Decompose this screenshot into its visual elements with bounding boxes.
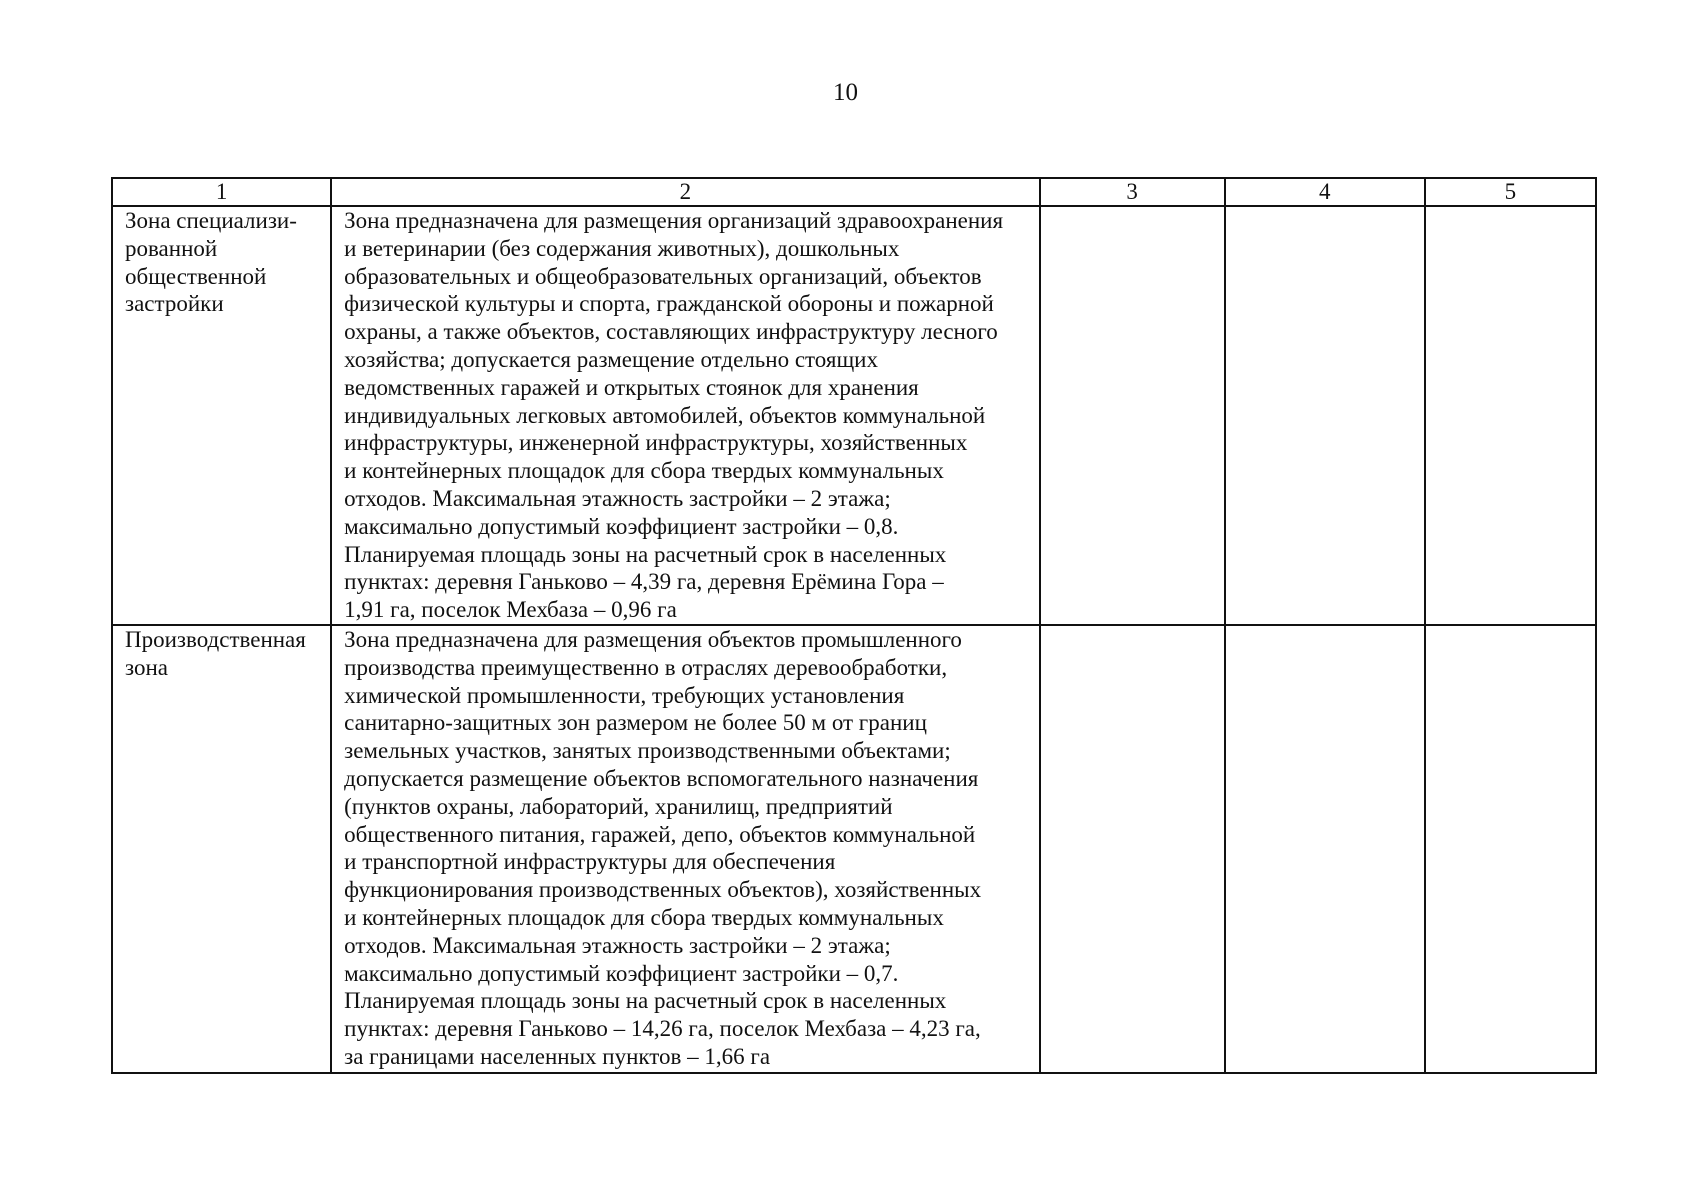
column-header-2: 2: [331, 178, 1039, 206]
column-4-cell: [1225, 625, 1425, 1073]
column-3-cell: [1040, 206, 1225, 625]
column-header-3: 3: [1040, 178, 1225, 206]
column-5-cell: [1425, 625, 1596, 1073]
table-header-row: [112, 178, 1596, 206]
zones-table: [111, 177, 1597, 1074]
zone-description-cell: Зона предназначена для размещения организаций здравоохранения и ветеринарии (без содержания животных), дошкольных образовательных и общеобразовательных организаций, объектов физической культуры и спорта, гражданской обороны и пожарной охраны, а также объектов, составляющих инфраструктуру лесного хозяйства; допускается размещение отдельно стоящих ведомственных гаражей и открытых стоянок для хранения индивидуальных легковых автомобилей, объектов коммунальной инфраструктуры, инженерной инфраструктуры, хозяйственных и контейнерных площадок для сбора твердых коммунальных отходов. Максимальная этажность застройки – 2 этажа; максимально допустимый коэффициент застройки – 0,8. Планируемая площадь зоны на расчетный срок в населенных пунктах: деревня Ганьково – 4,39 га, деревня Ерёмина Гора – 1,91 га, поселок Мехбаза – 0,96 га: [331, 206, 1039, 625]
column-header-5: 5: [1425, 178, 1596, 206]
column-4-cell: [1225, 206, 1425, 625]
zone-name-cell: Производственная зона: [112, 625, 331, 1073]
column-3-cell: [1040, 625, 1225, 1073]
table-row: [112, 625, 1596, 1073]
table-row: [112, 206, 1596, 625]
column-header-4: 4: [1225, 178, 1425, 206]
zone-name-cell: Зона специализи- рованной общественной застройки: [112, 206, 331, 625]
column-5-cell: [1425, 206, 1596, 625]
zone-description-cell: Зона предназначена для размещения объектов промышленного производства преимущественно в отраслях деревообработки, химической промышленности, требующих установления санитарно-защитных зон размером не более 50 м от границ земельных участков, занятых производственными объектами; допускается размещение объектов вспомогательного назначения (пунктов охраны, лабораторий, хранилищ, предприятий общественного питания, гаражей, депо, объектов коммунальной и транспортной инфраструктуры для обеспечения функционирования производственных объектов), хозяйственных и контейнерных площадок для сбора твердых коммунальных отходов. Максимальная этажность застройки – 2 этажа; максимально допустимый коэффициент застройки – 0,7. Планируемая площадь зоны на расчетный срок в населенных пунктах: деревня Ганьково – 14,26 га, поселок Мехбаза – 4,23 га, за границами населенных пунктов – 1,66 га: [331, 625, 1039, 1073]
column-header-1: 1: [112, 178, 331, 206]
page-number: 10: [833, 79, 858, 106]
